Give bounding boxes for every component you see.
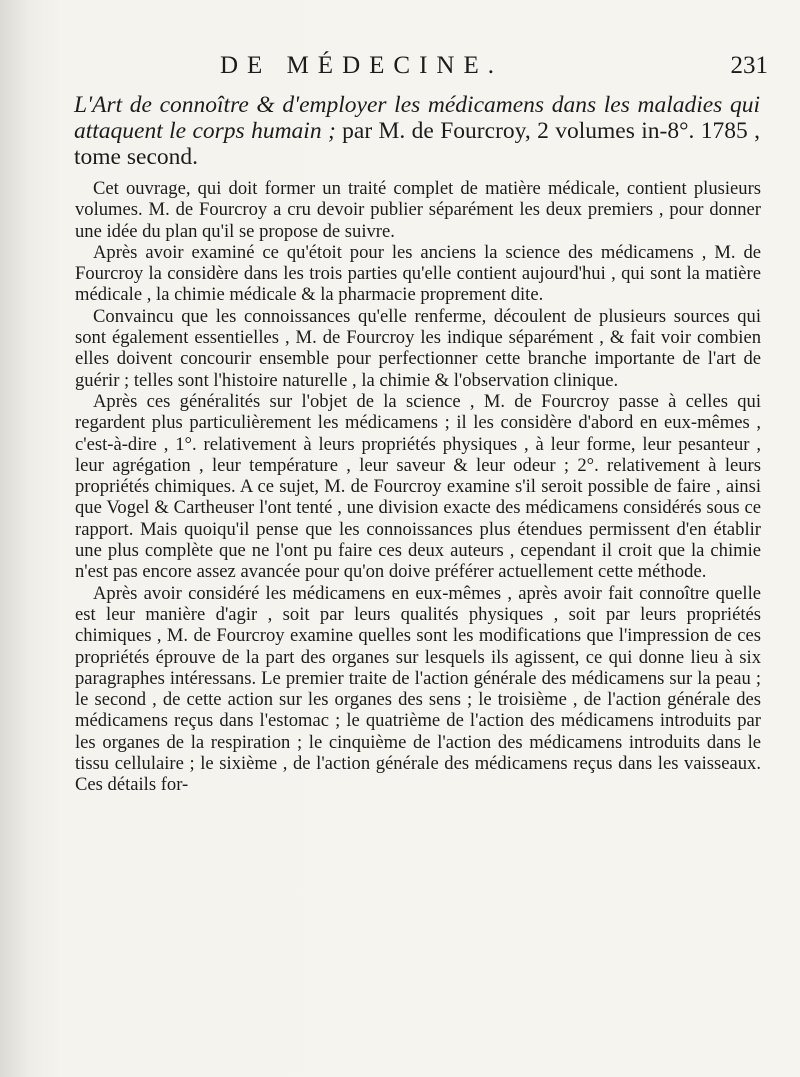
paragraph: Convaincu que les connoissances qu'elle renferme, découlent de plusieurs sources qui sont également essentielles , M. de Fourcroy les indique séparément , & fait voir combien elles doivent concourir ensemble pour perfectionner cette branche importante de l'art de guérir ; telles sont l'histoire naturelle , la chimie & l'observation clinique.	[75, 305, 761, 391]
paragraph: Après ces généralités sur l'objet de la science , M. de Fourcroy passe à celles qui regardent plus particulièrement les médicamens ; il les considère d'abord en eux-mêmes , c'est-à-dire , 1°. relativement à leurs propriétés physiques , à leur forme, leur pesanteur , leur agrégation , leur température , leur saveur & leur odeur ; 2°. relativement à leurs propriétés chimiques. A ce sujet, M. de Fourcroy examine s'il seroit possible de faire , ainsi que Vogel & Cartheuser l'ont tenté , une division exacte des médicamens considérés sous ce rapport. Mais quoiqu'il pense que les connoissances plus étendues permissent d'en établir une plus complète que ne l'ont pu faire ces deux auteurs , cependant il croit que la chimie n'est pas encore assez avancée pour qu'on doive préférer actuellement cette méthode.	[75, 390, 761, 583]
book-title-italic: L'Art de connoître & d'employer les médicamens dans les maladies qui attaquent le corps humain ;	[74, 92, 760, 144]
paragraph: Cet ouvrage, qui doit former un traité complet de matière médicale, contient plusieurs volumes. M. de Fourcroy a cru devoir publier séparément les deux premiers , pour donner une idée du plan qu'il se propose de suivre.	[75, 178, 761, 242]
page-number: 231	[730, 52, 768, 79]
book-title	[74, 92, 760, 170]
book-title-roman: par M. de Fourcroy, 2 volumes in-8°. 1785 , tome second.	[74, 118, 760, 170]
paragraph: Après avoir considéré les médicamens en eux-mêmes , après avoir fait connoître quelle est leur manière d'agir , soit par leurs qualités physiques , soit par leurs propriétés chimiques , M. de Fourcroy examine quelles sont les modifications que l'impression de ces propriétés éprouve de la part des organes sur lesquels ils agissent, ce qui donne lieu à six paragraphes intéressans. Le premier traite de l'action générale des médicamens sur la peau ; le second , de cette action sur les organes des sens ; le troisième , de l'action générale des médicamens reçus dans l'estomac ; le quatrième de l'action des médicamens introduits par les organes de la respiration ; le cinquième de l'action des médicamens introduits dans le tissu cellulaire ; le sixième , de l'action générale des médicamens reçus dans les vaisseaux. Ces détails for-	[75, 582, 761, 796]
paragraph: Après avoir examiné ce qu'étoit pour les anciens la science des médicamens , M. de Fourcroy la considère dans les trois parties qu'elle contient aujourd'hui , qui sont la matière médicale , la chimie médicale & la pharmacie proprement dite.	[75, 241, 761, 306]
review-body	[75, 178, 761, 796]
page-header	[70, 52, 778, 84]
running-head: DE MÉDECINE.	[220, 52, 503, 79]
